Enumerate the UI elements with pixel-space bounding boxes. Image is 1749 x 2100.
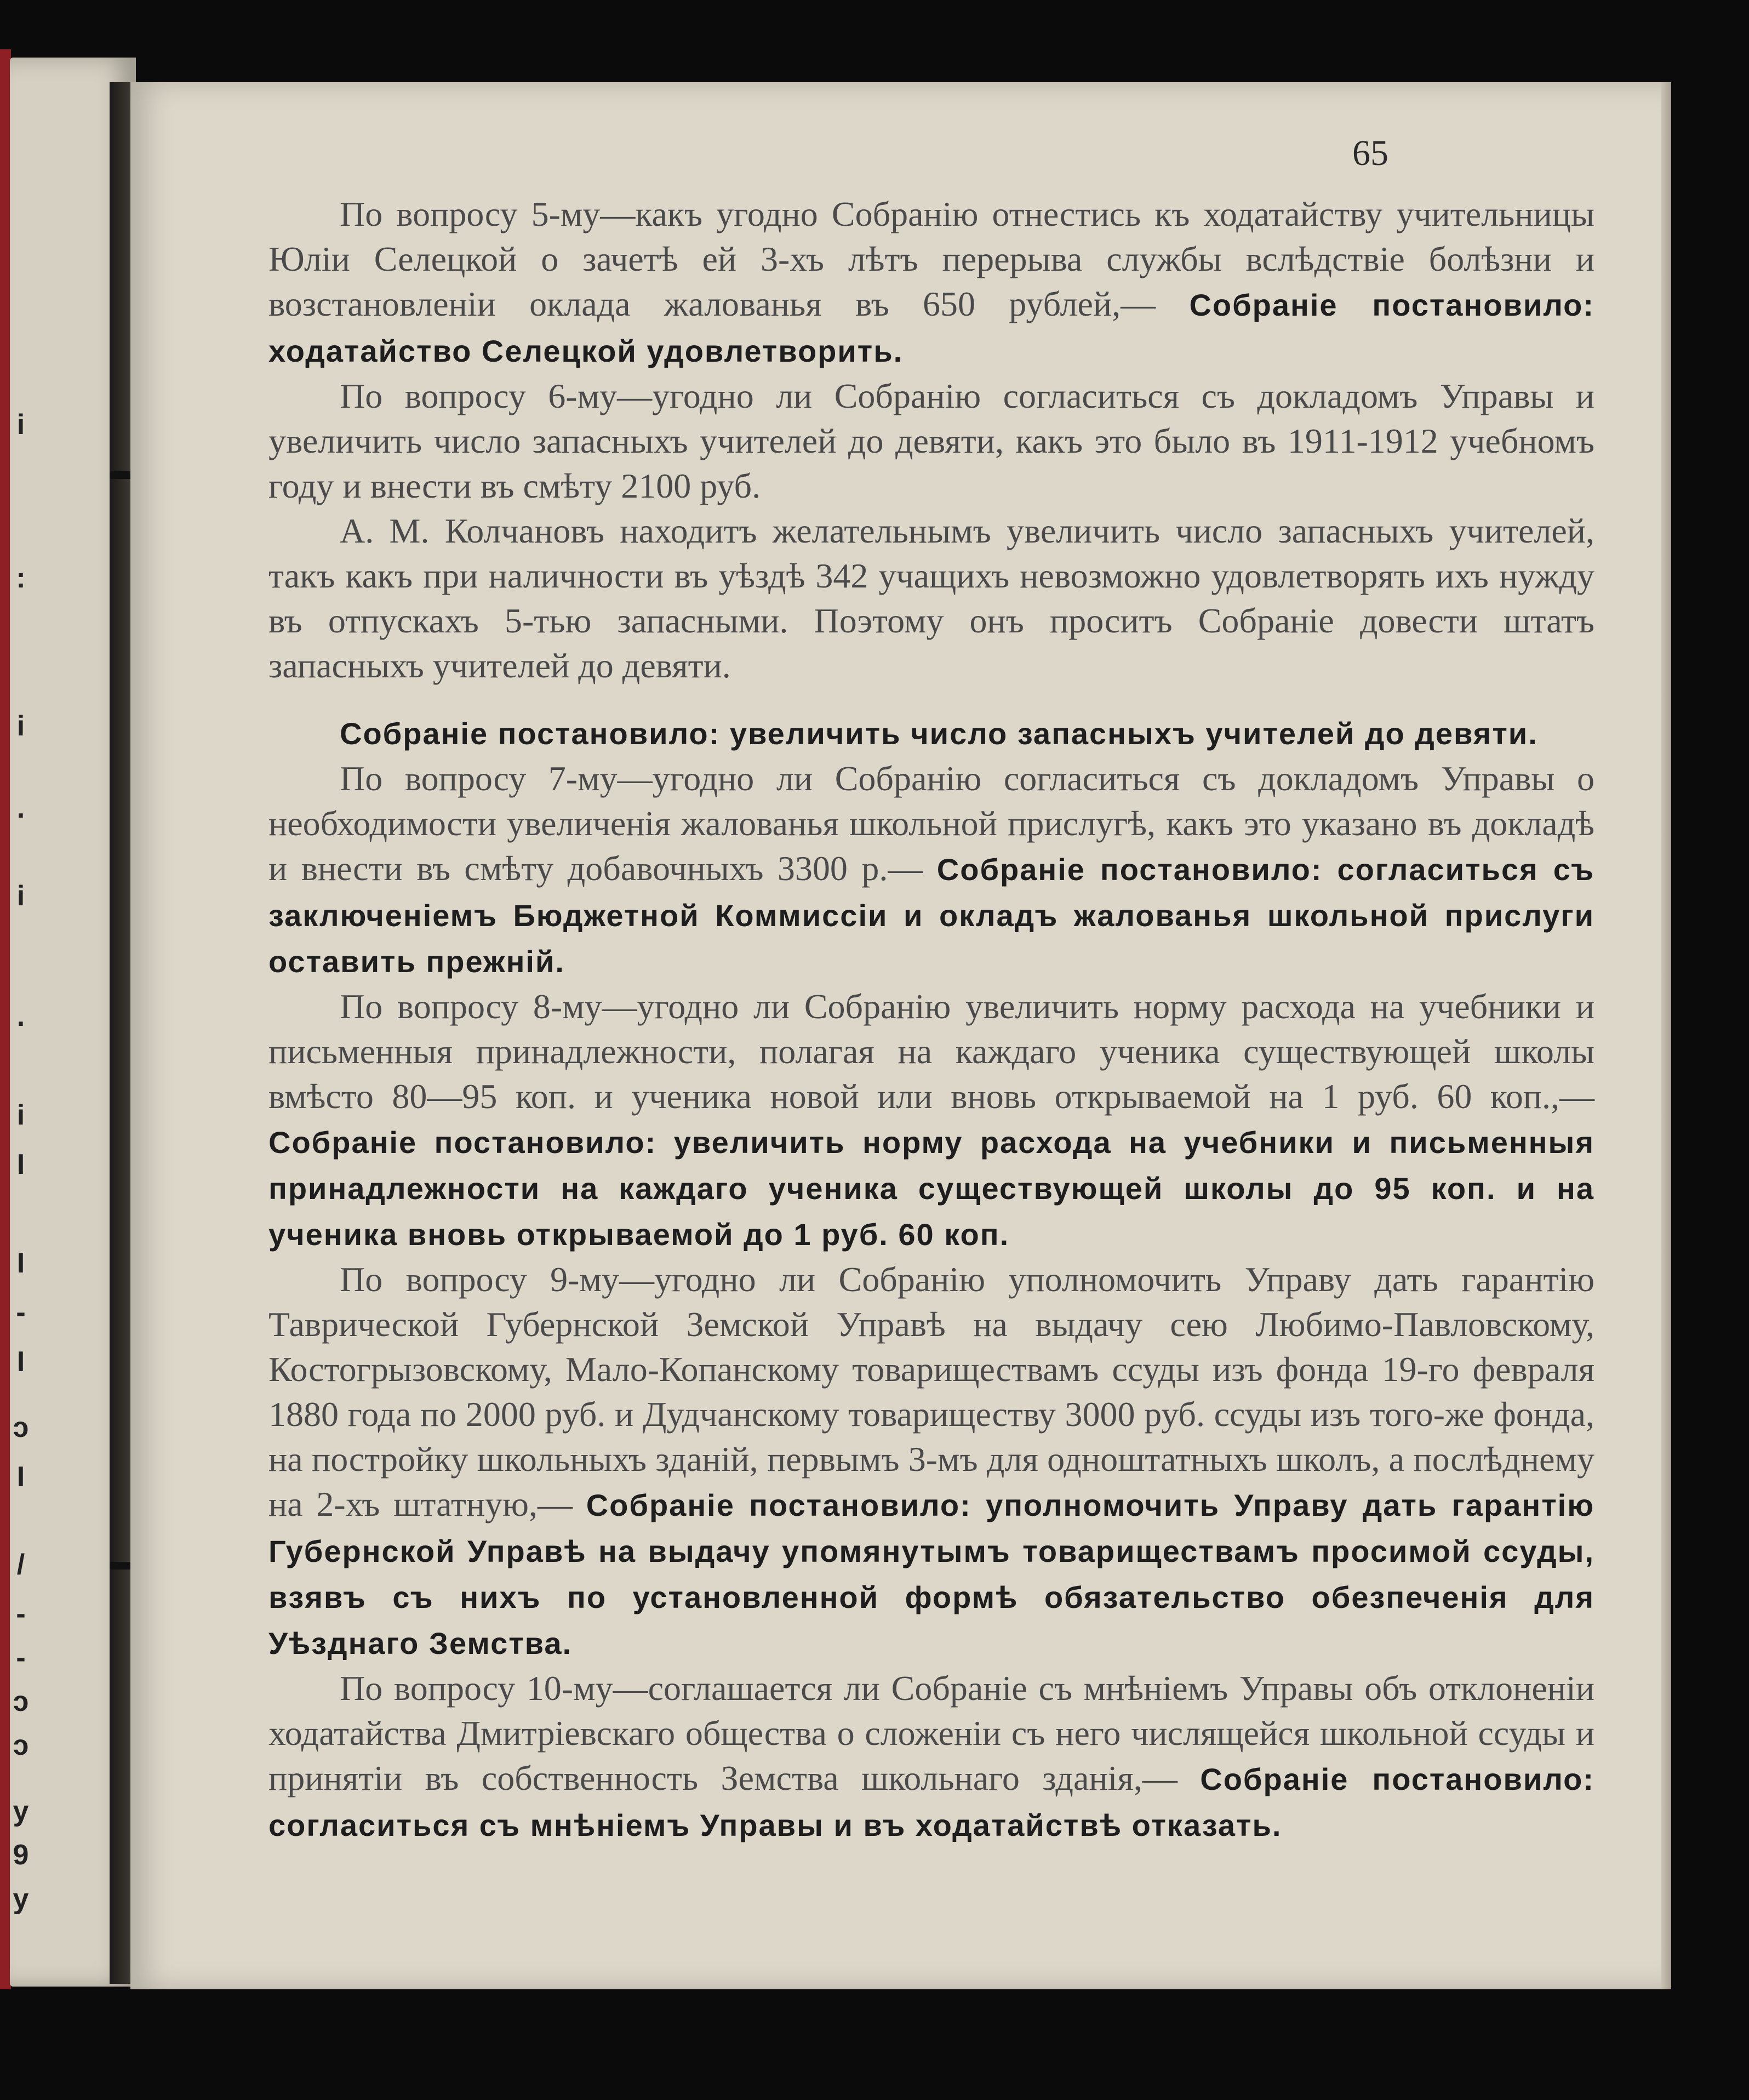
left-page-fragment: . (16, 792, 25, 824)
paragraph-text: По вопросу 10-му—соглашается ли Собраніе съ мнѣніемъ Управы объ отклоненіи ходатайства Дмитріевскаго общества о сложеніи съ него числящейся школьной ссуды и принятіи въ собственность Земства школьнаго зданія,— (268, 1669, 1594, 1797)
paragraph-text: По вопросу 9-му—угодно ли Собранію уполномочить Управу дать гарантію Таврической Губернской Земской Управѣ на выдачу сею Любимо-Павловскому, Костогрызовскому, Мало-Копанскому товариществамъ ссуды изъ фонда 19-го февраля 1880 года по 2000 руб. и Дудчанскому товариществу 3000 руб. ссуды изъ того-же фонда, на постройку школьныхъ зданій, первымъ 3-мъ для одноштатныхъ школъ, а послѣднему на 2-хъ штатную,— (268, 1260, 1594, 1523)
resolution-text: Собраніе постановило: согласиться съ мнѣніемъ Управы и въ ходатайствѣ отказать. (268, 1762, 1594, 1842)
left-page-fragment: I (16, 1346, 25, 1378)
resolution-text: Собраніе постановило: увеличить число запасныхъ учителей до девяти. (340, 716, 1538, 751)
paragraph-question-6 (268, 374, 1594, 509)
left-page-fragment: ɔ (13, 1730, 29, 1761)
left-page-fragment: - (16, 1297, 26, 1328)
page-text (268, 192, 1594, 1848)
left-page-fragment: . (16, 1001, 25, 1032)
resolution-text: Собраніе постановило: согласиться съ заключеніемъ Бюджетной Коммиссіи и окладъ жалованья школьной прислуги оставить прежній. (268, 852, 1595, 979)
paragraph-text: По вопросу 7-му—угодно ли Собранію согласиться съ докладомъ Управы о необходимости увеличенія жалованья школьной прислугѣ, какъ это указано въ докладѣ и внести въ смѣту добавочныхъ 3300 р.— (268, 759, 1594, 888)
paragraph-question-8 (268, 984, 1594, 1257)
paragraph-kolchanov (268, 509, 1594, 688)
paragraph-question-7 (268, 756, 1594, 984)
left-page-fragment: i (16, 880, 25, 912)
left-page-fragment: - (16, 1598, 26, 1630)
book-cover-edge (0, 49, 11, 1989)
paragraph-text: А. М. Колчановъ находитъ желательнымъ увеличить число запасныхъ учителей, такъ какъ при наличности въ уѣздѣ 342 учащихъ невозможно удовлетворять ихъ нужду въ отпускахъ 5-тью запасными. Поэтому онъ проситъ Собраніе довести штатъ запасныхъ учителей до девяти. (268, 511, 1594, 685)
left-page-fragment: / (16, 1549, 25, 1580)
paragraph-question-5 (268, 192, 1594, 374)
left-page-fragment: y (13, 1795, 29, 1827)
resolution-text: Собраніе постановило: увеличить норму расхода на учебники и письменныя принадлежности на каждаго ученика существующей школы до 95 коп. и на ученика вновь открываемой до 1 руб. 60 коп. (268, 1125, 1594, 1252)
left-page-fragment: y (13, 1883, 29, 1915)
left-page-fragment: : (16, 562, 26, 594)
binding-clip (110, 1562, 132, 1570)
left-page-fragment: ɔ (13, 1686, 29, 1717)
paragraph-resolution-6 (268, 710, 1594, 756)
left-page-fragment: i (16, 710, 25, 742)
paragraph-text: По вопросу 6-му—угодно ли Собранію согласиться съ докладомъ Управы и увеличить число запасныхъ учителей до девяти, какъ это было въ 1911-1912 учебномъ году и внести въ смѣту 2100 руб. (268, 376, 1594, 505)
binding-clip (110, 471, 132, 479)
paragraph-text: По вопросу 8-му—угодно ли Собранію увеличить норму расхода на учебники и письменныя принадлежности, полагая на каждаго ученика существующей школы вмѣсто 80—95 коп. и ученика новой или вновь открываемой на 1 руб. 60 коп.,— (268, 987, 1594, 1116)
left-page-fragment: i (16, 409, 25, 441)
left-page-fragment: i (16, 1099, 25, 1131)
page-edge (1661, 82, 1671, 1989)
left-page-fragment: I (16, 1149, 25, 1180)
left-page-fragment: ɔ (13, 1412, 29, 1443)
left-page-fragment: 9 (13, 1839, 29, 1871)
left-page-fragment: I (16, 1461, 25, 1493)
book-page (130, 82, 1671, 1989)
paragraph-question-10 (268, 1666, 1594, 1848)
page-number: 65 (1352, 133, 1388, 173)
paragraph-text: По вопросу 5-му—какъ угодно Собранію отнестись къ ходатайству учительницы Юліи Селецкой о зачетѣ ей 3-хъ лѣтъ перерыва службы вслѣдствіе болѣзни и возстановленіи оклада жалованья въ 650 рублей,— (268, 195, 1594, 323)
resolution-text: Собраніе постановило: уполномочить Управу дать гарантію Губернской Управѣ на выдачу упомянутымъ товариществамъ просимой ссуды, взявъ съ нихъ по установленной формѣ обязательство обезпеченія для Уѣзднаго Земства. (268, 1488, 1595, 1660)
left-page-fragment: - (16, 1642, 26, 1674)
resolution-text: Собраніе постановило: ходатайство Селецкой удовлетворить. (268, 288, 1594, 368)
paragraph-question-9 (268, 1257, 1594, 1666)
left-page-fragment: I (16, 1247, 25, 1279)
